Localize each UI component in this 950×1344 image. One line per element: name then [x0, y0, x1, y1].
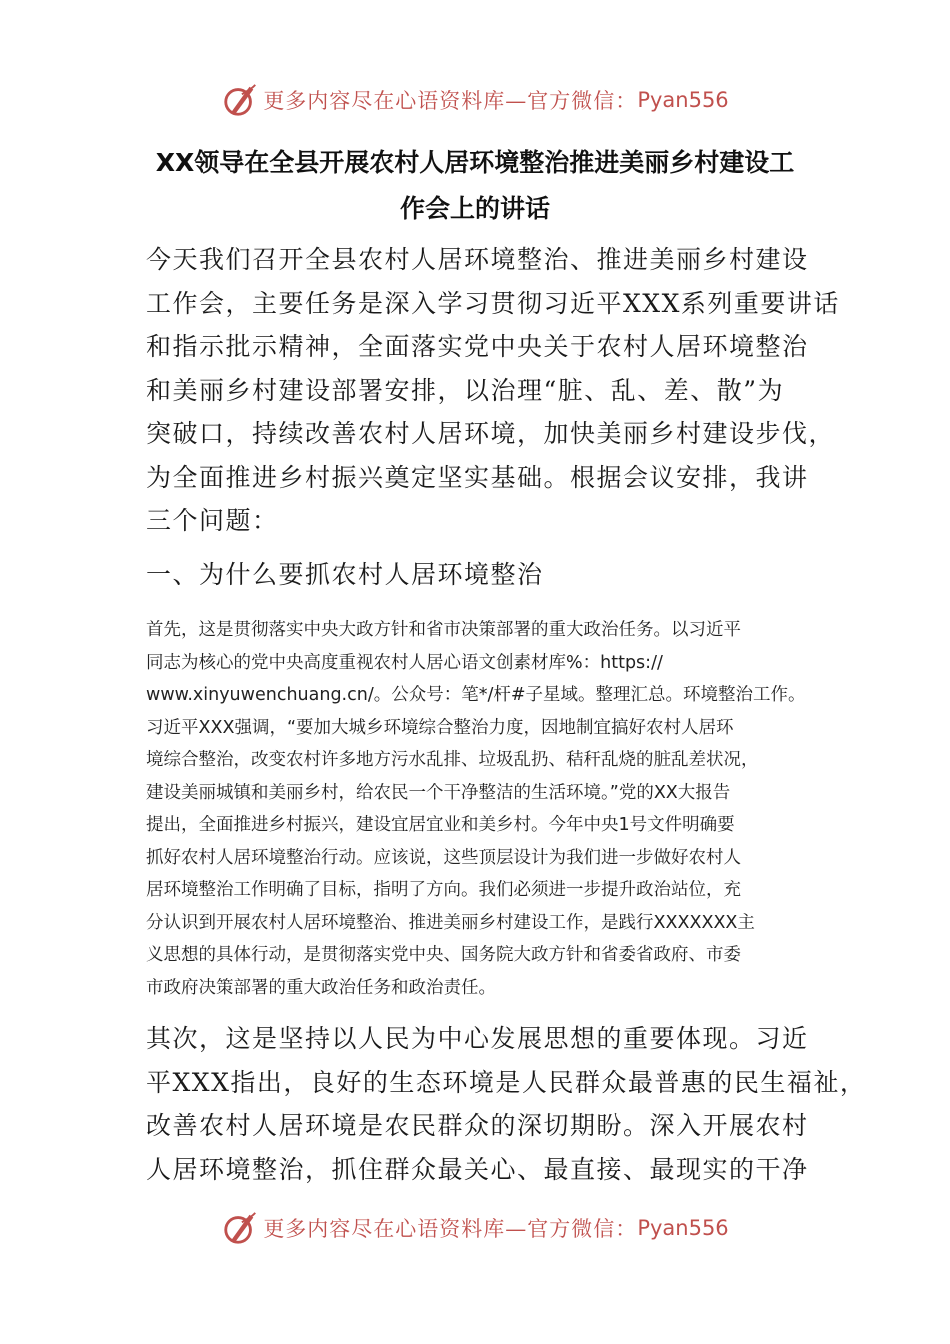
text-line: 改善农村人居环境是农民群众的深切期盼。深入开展农村	[146, 1111, 809, 1140]
title-line-1: XX领导在全县开展农村人居环境整治推进美丽乡村建设工	[155, 148, 795, 177]
header-watermark-banner	[0, 80, 950, 120]
banner-wechat-id: Pyan556	[637, 88, 729, 112]
banner-text: 更多内容尽在心语资料库—官方微信：	[263, 1217, 638, 1241]
text-line: 提出，全面推进乡村振兴，建设宜居宜业和美乡村。今年中央1号文件明确要	[146, 815, 735, 835]
banner-wechat-id: Pyan556	[637, 1216, 729, 1240]
text-line: 抓好农村人居环境整治行动。应该说，这些顶层设计为我们进一步做好农村人	[146, 847, 741, 868]
banner-text: 更多内容尽在心语资料库—官方微信：	[263, 89, 638, 113]
text-line: 习近平XXX强调，“要加大城乡环境综合整治力度，因地制宜搞好农村人居环	[146, 717, 734, 738]
footer-watermark-banner	[0, 1208, 950, 1248]
intro-paragraph	[146, 238, 840, 543]
paragraph-second	[146, 1017, 866, 1191]
text-line: www.xinyuwenchuang.cn/。公众号：笔*/杆#子星域。整理汇总。环境整治工作。	[146, 685, 806, 705]
quill-logo-icon	[221, 81, 259, 119]
text-line: 居环境整治工作明确了目标，指明了方向。我们必须进一步提升政治站位，充	[146, 880, 741, 900]
section-heading-1: 一、为什么要抓农村人居环境整治	[146, 560, 544, 589]
text-line: 市政府决策部署的重大政治任务和政治责任。	[146, 977, 496, 998]
text-line: 人居环境整治，抓住群众最关心、最直接、最现实的干净	[146, 1154, 809, 1184]
text-line: 首先，这是贯彻落实中央大政方针和省市决策部署的重大政治任务。以习近平	[146, 620, 741, 640]
text-line: 同志为核心的党中央高度重视农村人居心语文创素材库%：https://	[146, 652, 663, 673]
text-line: 平XXX指出，良好的生态环境是人民群众最普惠的民生福祉，	[146, 1067, 867, 1097]
text-line: 其次，这是坚持以人民为中心发展思想的重要体现。习近	[146, 1024, 809, 1053]
quill-logo-icon	[221, 1209, 259, 1247]
text-line: 突破口，持续改善农村人居环境，加快美丽乡村建设步伐，	[146, 419, 836, 448]
text-line: 分认识到开展农村人居环境整治、推进美丽乡村建设工作，是践行XXXXXXX主	[146, 912, 755, 933]
title-line-2: 作会上的讲话	[399, 194, 550, 223]
text-line: 义思想的具体行动，是贯彻落实党中央、国务院大政方针和省委省政府、市委	[146, 945, 741, 965]
text-line: 建设美丽城镇和美丽乡村，给农民一个干净整洁的生活环境。”党的XX大报告	[146, 782, 731, 803]
text-line: 和指示批示精神，全面落实党中央关于农村人居环境整治	[146, 332, 809, 361]
paragraph-first	[146, 614, 806, 1004]
text-line: 和美丽乡村建设部署安排，以治理“脏、乱、差、散”为	[146, 375, 785, 405]
text-line: 境综合整治，改变农村许多地方污水乱排、垃圾乱扔、秸秆乱烧的脏乱差状况，	[146, 750, 759, 770]
text-line: 工作会，主要任务是深入学习贯彻习近平XXX系列重要讲话	[146, 288, 840, 318]
text-line: 今天我们召开全县农村人居环境整治、推进美丽乡村建设	[146, 245, 809, 274]
document-title	[60, 140, 890, 232]
text-line: 为全面推进乡村振兴奠定坚实基础。根据会议安排，我讲	[146, 462, 809, 492]
text-line: 三个问题：	[146, 506, 279, 535]
